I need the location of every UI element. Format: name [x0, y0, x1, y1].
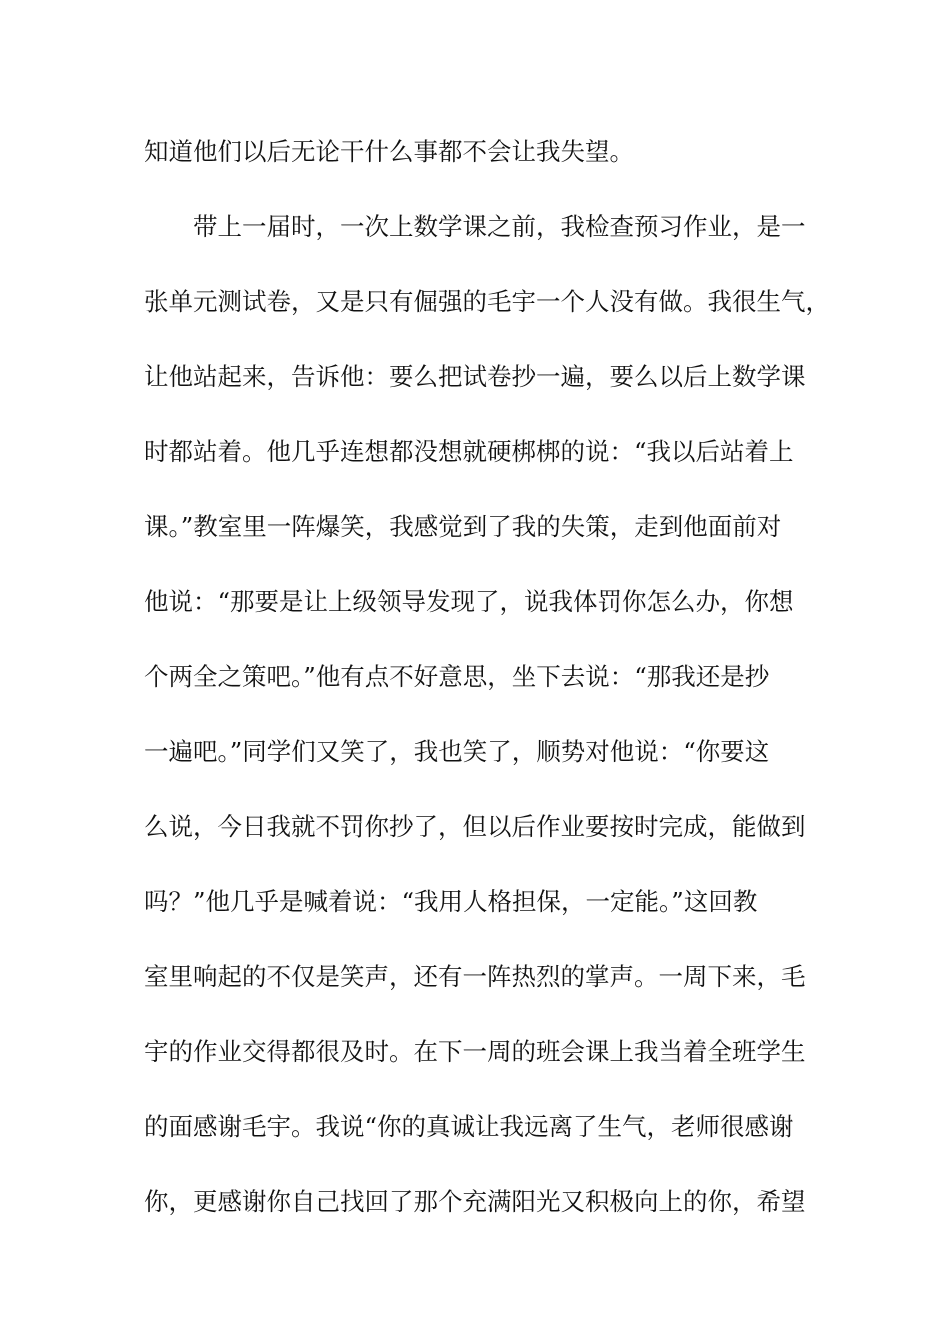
paragraph-first-line: 带上一届时，一次上数学课之前，我检查预习作业，是一	[193, 212, 806, 241]
text-line: 你，更感谢你自己找回了那个充满阳光又积极向上的你，希望	[144, 1187, 806, 1216]
text-line: 宇的作业交得都很及时。在下一周的班会课上我当着全班学生	[144, 1037, 806, 1066]
text-line: 么说，今日我就不罚你抄了，但以后作业要按时完成，能做到	[144, 812, 806, 841]
text-line: 室里响起的不仅是笑声，还有一阵热烈的掌声。一周下来，毛	[144, 962, 806, 991]
text-line: 吗？”他几乎是喊着说：“我用人格担保，一定能。”这回教	[144, 887, 758, 916]
text-line: 他说：“那要是让上级领导发现了，说我体罚你怎么办，你想	[144, 587, 794, 616]
text-line: 课。”教室里一阵爆笑，我感觉到了我的失策，走到他面前对	[144, 512, 782, 541]
body-text	[144, 130, 830, 1255]
text-line: 张单元测试卷，又是只有倔强的毛宇一个人没有做。我很生气，	[144, 287, 830, 316]
text-line: 时都站着。他几乎连想都没想就硬梆梆的说：“我以后站着上	[144, 437, 794, 466]
text-line: 让他站起来，告诉他：要么把试卷抄一遍，要么以后上数学课	[144, 362, 806, 391]
text-line: 一遍吧。”同学们又笑了，我也笑了，顺势对他说：“你要这	[144, 737, 770, 766]
text-line: 个两全之策吧。”他有点不好意思，坐下去说：“那我还是抄	[144, 662, 770, 691]
text-line: 的面感谢毛宇。我说“你的真诚让我远离了生气，老师很感谢	[144, 1112, 794, 1141]
text-line: 知道他们以后无论干什么事都不会让我失望。	[144, 137, 634, 166]
